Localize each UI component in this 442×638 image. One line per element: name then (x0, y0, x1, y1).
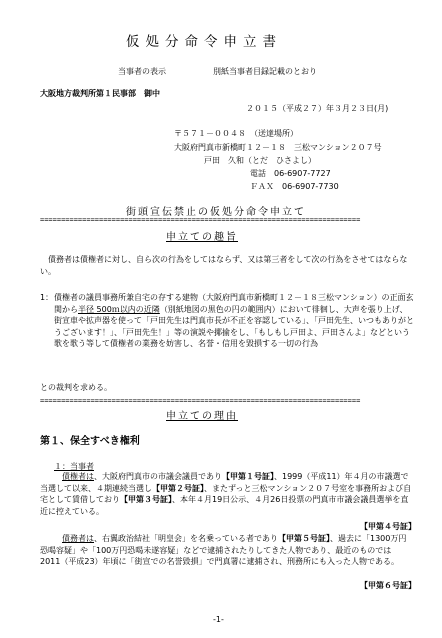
court-addressee: 大阪地方裁判所第１民事部 御中 (40, 89, 160, 98)
page-number: -1- (213, 615, 224, 624)
order-request: との裁判を求める。 (40, 383, 112, 392)
applicant-name: 戸田 久和（とだ ひさよし） (204, 156, 316, 165)
applicant-address: 大阪府門真市新橋町１２－１８ 三松マンション２０７号 (174, 143, 382, 152)
filing-date: ２０１５（平成２７）年３月２３日(月) (246, 104, 389, 113)
item-1-text: 債権者の議員事務所兼自宅の存する建物（大阪府門真市新橋町１２－１８三松マンション）の正面玄関から半径 500ｍ以内の近隣（別紙地図の黒色の円の範囲内）において徘徊し、大声を張り上げ、街宣車や拡声器を使って「戸田先生は門真市長が不正を容認している」、「戸田先生、いつもありがとうございます！」、「戸田先生！」等の演説や揶揄をし、「もしもし戸田よ、戸田さんよ」などという歌を歌う等して債権者の業務を妨害し、名誉・信用を毀損する一切の行為 (54, 293, 414, 348)
item-1-number: 1： (40, 293, 54, 302)
case-name: 街頭宣伝禁止の仮処分命令申立て (126, 207, 306, 218)
purpose-paragraph: 債務者は債権者に対し、自ら次の行為をしてはならず、又は第三者をして次の行為をさせてはならない。 (40, 255, 408, 276)
party-value: 別紙当事者目録記載のとおり (213, 67, 317, 76)
document-title: 仮処分命令申立書 (126, 34, 282, 50)
item-1-underlined-distance: 半径 500ｍ以内の近隣 (78, 304, 160, 314)
exhibit-4: 【甲第４号証】 (360, 522, 416, 531)
heading-purpose: 申立ての趣旨 (166, 232, 238, 243)
applicant-phone: 電話 06-6907-7727 (250, 169, 331, 178)
heading-reasons: 申立ての理由 (166, 411, 238, 422)
section-1-heading: 第１、保全すべき権利 (40, 436, 140, 447)
exhibit-6: 【甲第６号証】 (360, 581, 416, 590)
parties-paragraph-1: 債権者は、大阪府門真市の市議会議員であり【甲第１号証】、1999（平成11）年４月の市議選で当選して以来、４期連続当選し【甲第２号証】、またずっと三松マンション２０７号室を事務所および自宅として賃借しており【甲第３号証】、本年４月19日公示、４月26日投票の門真市市議会議員選挙を直近に控えている。 (40, 472, 412, 516)
party-label: 当事者の表示 (118, 67, 166, 76)
postal-code: 〒５７１－００４８ （送達場所） (174, 129, 298, 138)
separator-2: ============================================================================ (40, 397, 361, 405)
subsection-parties: １：当事者 (54, 462, 94, 471)
parties-paragraph-2: 債務者は、右翼政治結社「明皇会」を名乗っている者であり【甲第５号証】、過去に「1300万円恐喝容疑」や「100万円恐喝未遂容疑」などで逮捕されたりしてきた人物であり、最近のものでは 2011（平成23）年頃に「街宣での名誉毀損」で門真署に逮捕され、刑務所にも入った人物である。 (40, 534, 407, 566)
applicant-fax: ＦＡＸ 06-6907-7730 (250, 182, 339, 191)
separator-1: ============================================================================ (40, 216, 361, 224)
